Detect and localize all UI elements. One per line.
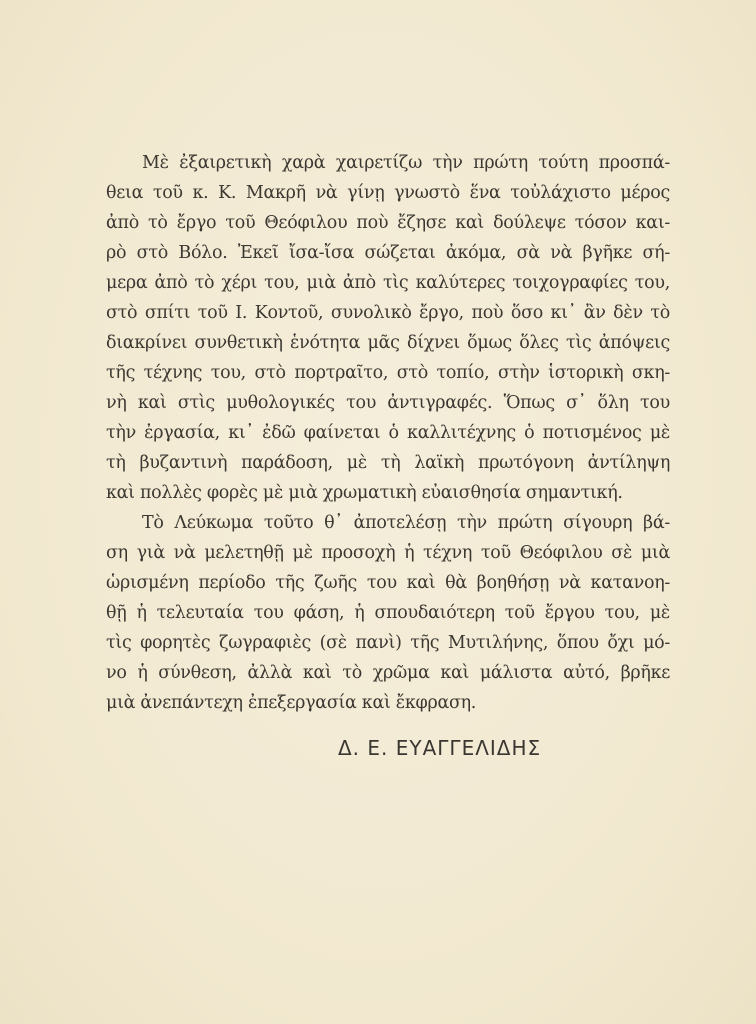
- text-line: Μὲ ἐξαιρετικὴ χαρὰ χαιρετίζω τὴν πρώτη τούτη προσπά-: [142, 153, 670, 173]
- text-line: μιὰ ἀνεπάντεχη ἐπεξεργασία καὶ ἔκφραση.: [106, 693, 477, 713]
- text-line: τὴν ἐργασία, κι᾽ ἐδῶ φαίνεται ὁ καλλιτέχνης ὁ ποτισμένος μὲ: [106, 423, 670, 443]
- text-line: νο ἡ σύνθεση, ἀλλὰ καὶ τὸ χρῶμα καὶ μάλιστα αὐτό, βρῆκε: [106, 663, 670, 683]
- text-line: διακρίνει συνθετικὴ ἑνότητα μᾶς δίχνει ὅμως ὅλες τὶς ἀπόψεις: [106, 333, 670, 353]
- text-line: μερα ἀπὸ τὸ χέρι του, μιὰ ἀπὸ τὶς καλύτερες τοιχογραφίες του,: [106, 273, 670, 293]
- body-text: [106, 148, 670, 718]
- text-line: ἀπὸ τὸ ἔργο τοῦ Θεόφιλου ποὺ ἔζησε καὶ δούλεψε τόσον και-: [106, 213, 670, 233]
- paragraph: [106, 148, 670, 508]
- text-line: καὶ πολλὲς φορὲς μὲ μιὰ χρωματικὴ εὐαισθησία σημαντική.: [106, 483, 623, 503]
- text-line: τὴ βυζαντινὴ παράδοση, μὲ τὴ λαϊκὴ πρωτόγονη ἀντίληψη: [106, 453, 670, 473]
- paragraph: [106, 508, 670, 718]
- text-line: θεια τοῦ κ. Κ. Μακρῆ νὰ γίνῃ γνωστὸ ἕνα τοὐλάχιστο μέρος: [106, 183, 670, 203]
- text-line: ρὸ στὸ Βόλο. Ἐκεῖ ἴσα-ἴσα σώζεται ἀκόμα, σὰ νὰ βγῆκε σή-: [106, 243, 670, 263]
- signature: Δ. Ε. ΕΥΑΓΓΕΛΙΔΗΣ: [338, 736, 542, 760]
- text-line: Τὸ Λεύκωμα τοῦτο θ᾽ ἀποτελέσῃ τὴν πρώτη σίγουρη βά-: [142, 513, 670, 533]
- text-line: τῆς τέχνης του, στὸ πορτραῖτο, στὸ τοπίο, στὴν ἱστορικὴ σκη-: [106, 363, 670, 383]
- text-line: θῇ ἡ τελευταία του φάση, ἡ σπουδαιότερη τοῦ ἔργου του, μὲ: [106, 603, 670, 623]
- text-line: ση γιὰ νὰ μελετηθῇ μὲ προσοχὴ ἡ τέχνη τοῦ Θεόφιλου σὲ μιὰ: [106, 543, 670, 563]
- text-line: στὸ σπίτι τοῦ Ι. Κοντοῦ, συνολικὸ ἔργο, ποὺ ὅσο κι᾽ ἂν δὲν τὸ: [106, 303, 670, 323]
- text-line: τὶς φορητὲς ζωγραφιὲς (σὲ πανὶ) τῆς Μυτιλήνης, ὅπου ὄχι μό-: [106, 633, 670, 653]
- text-line: ὡρισμένη περίοδο τῆς ζωῆς του καὶ θὰ βοηθήσῃ νὰ κατανοη-: [106, 573, 670, 593]
- text-line: νὴ καὶ στὶς μυθολογικές του ἀντιγραφές. Ὅπως σ᾽ ὅλη του: [106, 393, 670, 413]
